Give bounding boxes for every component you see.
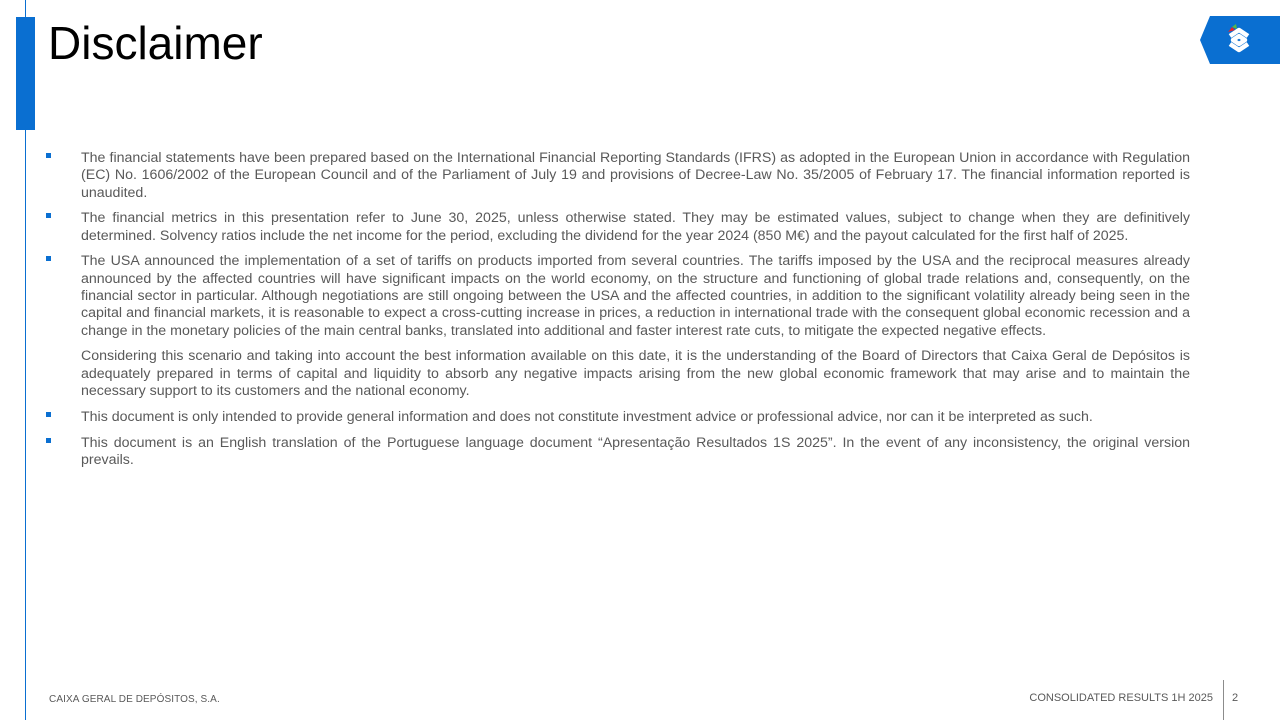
title-accent-bar <box>16 17 35 130</box>
bullet-icon <box>46 438 51 443</box>
disclaimer-paragraph <box>46 409 1190 426</box>
page-title: Disclaimer <box>48 17 263 69</box>
bullet-icon <box>46 153 51 158</box>
disclaimer-paragraph <box>46 210 1190 245</box>
bullet-icon <box>46 412 51 417</box>
page-number: 2 <box>1232 692 1239 704</box>
cgd-logo-icon <box>1200 16 1280 64</box>
footer-divider <box>1223 680 1224 720</box>
paragraph-text: This document is an English translation of the Portuguese language document “Apresentação Resultados 1S 2025”. In the event of any inconsistency, the original version prevails. <box>81 434 1190 468</box>
paragraph-text: The financial metrics in this presentation refer to June 30, 2025, unless otherwise stated. They may be estimated values, subject to change when they are definitively determined. Solvency ratios include the net income for the period, excluding the dividend for the year 2024 (850 M€) and the payout calculated for the first half of 2025. <box>81 210 1190 244</box>
disclaimer-list <box>46 150 1190 478</box>
disclaimer-paragraph <box>46 253 1190 339</box>
bullet-icon <box>46 256 51 261</box>
paragraph-text: Considering this scenario and taking into account the best information available on this date, it is the understanding of the Board of Directors that Caixa Geral de Depósitos is adequately prepared in terms of capital and liquidity to absorb any negative impacts arising from the new global economic framework that may arise and to maintain the necessary support to its customers and the national economy. <box>81 348 1190 400</box>
paragraph-text: The USA announced the implementation of a set of tariffs on products imported from several countries. The tariffs imposed by the USA and the reciprocal measures already announced by the affected countries will have significant impacts on the world economy, on the structure and functioning of global trade relations and, consequently, on the financial sector in particular. Although negotiations are still ongoing between the USA and the affected countries, in addition to the significant volatility already being seen in the capital and financial markets, it is reasonable to expect a cross-cutting increase in prices, a reduction in international trade with the consequent global economic recession and a change in the monetary policies of the main central banks, translated into additional and faster interest rate cuts, to mitigate the expected negative effects. <box>81 253 1190 339</box>
paragraph-text: This document is only intended to provide general information and does not constitute investment advice or professional advice, nor can it be interpreted as such. <box>81 408 1093 425</box>
paragraph-text: The financial statements have been prepared based on the International Financial Reporting Standards (IFRS) as adopted in the European Union in accordance with Regulation (EC) No. 1606/2002 of the European Council and of the Parliament of July 19 and provisions of Decree-Law No. 35/2005 of February 17. The financial information reported is unaudited. <box>81 150 1190 201</box>
footer-company: CAIXA GERAL DE DEPÓSITOS, S.A. <box>49 694 220 705</box>
footer-report-title: CONSOLIDATED RESULTS 1H 2025 <box>1029 692 1213 704</box>
bullet-icon <box>46 213 51 218</box>
disclaimer-paragraph <box>46 348 1190 400</box>
disclaimer-paragraph <box>46 435 1190 470</box>
disclaimer-paragraph <box>46 150 1190 202</box>
